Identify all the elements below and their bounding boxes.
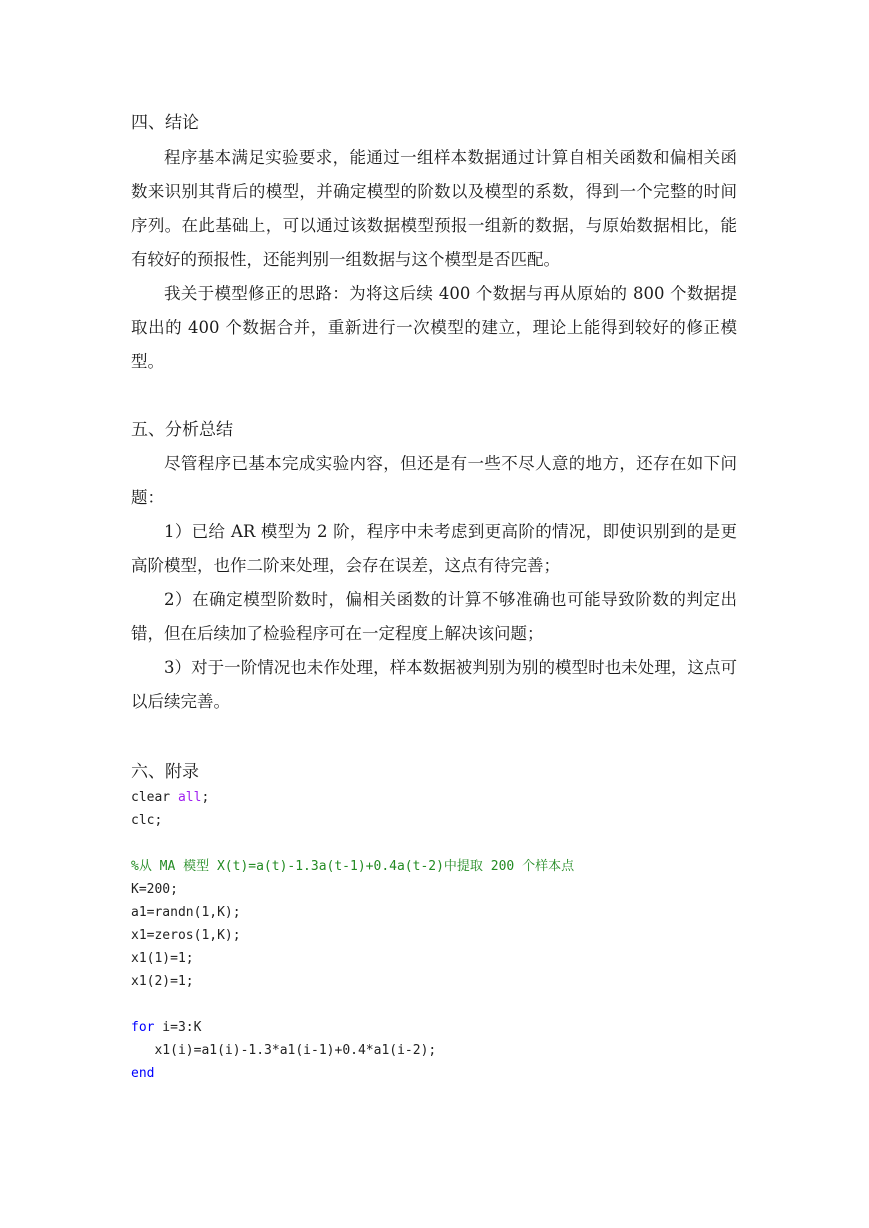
code-token: i=3:K xyxy=(154,1020,202,1035)
code-blank-line xyxy=(131,993,574,1016)
analysis-item-3: 3）对于一阶情况也未作处理，样本数据被判别为别的模型时也未处理，这点可以后续完善。 xyxy=(131,658,737,711)
code-line: a1=randn(1,K); xyxy=(131,905,241,920)
code-line: x1(i)=a1(i)-1.3*a1(i-1)+0.4*a1(i-2); xyxy=(131,1043,437,1058)
code-line: x1(2)=1; xyxy=(131,974,194,989)
code-keyword-arg: all xyxy=(177,790,202,805)
code-line xyxy=(131,786,574,809)
code-blank-line xyxy=(131,832,574,855)
code-line: clc; xyxy=(131,813,163,828)
conclusion-paragraph-1: 程序基本满足实验要求，能通过一组样本数据通过计算自相关函数和偏相关函数来识别其背后的模型，并确定模型的阶数以及模型的系数，得到一个完整的时间序列。在此基础上，可以通过该数据模型预报一组新的数据，与原始数据相比，能有较好的预报性，还能判别一组数据与这个模型是否匹配。 xyxy=(131,148,737,269)
analysis-paragraph-1: 尽管程序已基本完成实验内容，但还是有一些不尽人意的地方，还存在如下问题： xyxy=(131,454,737,507)
code-listing xyxy=(131,786,574,1085)
analysis-item-1: 1）已给 AR 模型为 2 阶，程序中未考虑到更高阶的情况，即使识别到的是更高阶模型，也作二阶来处理，会存在误差，这点有待完善； xyxy=(131,522,737,575)
section-heading-appendix: 六、附录 xyxy=(131,762,199,782)
analysis-body xyxy=(131,447,737,719)
code-line: K=200; xyxy=(131,882,178,897)
conclusion-paragraph-2: 我关于模型修正的思路：为将这后续 400 个数据与再从原始的 800 个数据提取出的 400 个数据合并，重新进行一次模型的建立，理论上能得到较好的修正模型。 xyxy=(131,284,737,371)
code-keyword-end: end xyxy=(131,1066,155,1081)
section-heading-conclusion: 四、结论 xyxy=(131,113,199,133)
code-keyword-for: for xyxy=(131,1020,155,1035)
analysis-item-2: 2）在确定模型阶数时，偏相关函数的计算不够准确也可能导致阶数的判定出错，但在后续加了检验程序可在一定程度上解决该问题； xyxy=(131,590,737,643)
code-token: clear xyxy=(131,790,178,805)
code-line: x1=zeros(1,K); xyxy=(131,928,241,943)
conclusion-body xyxy=(131,141,737,379)
code-token: ; xyxy=(201,790,210,805)
code-line: x1(1)=1; xyxy=(131,951,194,966)
section-heading-analysis: 五、分析总结 xyxy=(131,420,233,440)
code-comment: %从 MA 模型 X(t)=a(t)-1.3a(t-1)+0.4a(t-2)中提取 200 个样本点 xyxy=(131,859,575,874)
code-line xyxy=(131,1016,574,1039)
